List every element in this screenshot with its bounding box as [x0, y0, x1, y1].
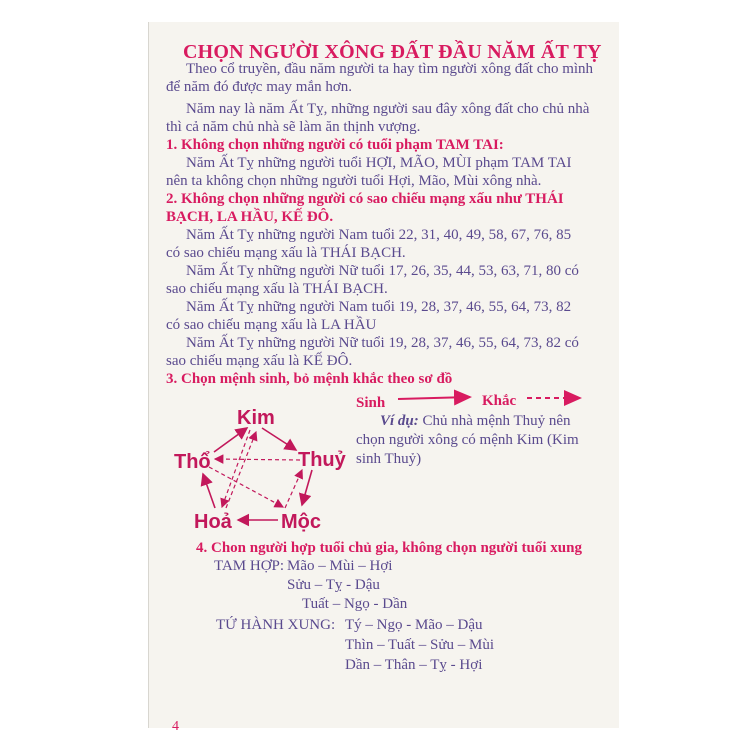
page-number: 4 — [172, 719, 179, 734]
tho-khac-thuy-arrow — [209, 467, 283, 507]
section2-a-line1: Năm Ất Tỵ những người Nam tuổi 22, 31, 40, 49, 58, 67, 76, 85 — [186, 227, 572, 243]
intro-p1-line2: để năm đó được may mắn hơn. — [166, 79, 353, 95]
tam-hop-label: TAM HỢP: — [214, 558, 285, 574]
thuy-label: Thuỷ — [298, 449, 346, 471]
tam-hop-row-1: Mão – Mùi – Hợi — [287, 558, 393, 574]
section2-c-line1: Năm Ất Tỵ những người Nam tuổi 19, 28, 37, 46, 55, 64, 73, 82 — [186, 299, 572, 315]
legend-sinh-label: Sinh — [356, 395, 386, 411]
thuy-khac-hoa-arrow — [215, 459, 300, 460]
tho-to-kim-arrow — [214, 428, 247, 452]
kim-to-thuy-arrow — [262, 428, 296, 450]
section2-d-line2: sao chiếu mạng xấu là KẾ ĐÔ. — [166, 353, 353, 369]
example-line2: chọn người xông có mệnh Kim (Kim — [356, 432, 579, 448]
section2-heading-line1: 2. Không chọn những người có sao chiếu mạng xấu như THÁI — [166, 191, 564, 207]
page-title: CHỌN NGƯỜI XÔNG ĐẤT ĐẦU NĂM ẤT TỴ — [183, 41, 602, 63]
kim-khac-moc-arrow — [222, 430, 250, 507]
section4-heading: 4. Chon người hợp tuổi chủ gia, không chọn người tuổi xung — [196, 540, 582, 556]
hoa-label: Hoả — [194, 511, 232, 533]
section2-b-line2: sao chiếu mạng xấu là THÁI BẠCH. — [166, 281, 388, 297]
section1-line1: Năm Ất Tỵ những người tuổi HỢI, MÃO, MÙI phạm TAM TAI — [186, 155, 572, 171]
legend-khac-label: Khắc — [482, 393, 517, 409]
tam-hop-row-3: Tuất – Ngọ - Dần — [302, 596, 408, 612]
moc-khac-tho-arrow — [285, 470, 302, 508]
hoa-to-tho-arrow — [203, 474, 215, 508]
section1-line2: nên ta không chọn những người tuổi Hợi, Mão, Mùi xông nhà. — [166, 173, 542, 189]
tu-hanh-row-3: Dần – Thân – Tỵ - Hợi — [345, 657, 483, 673]
example-label: Ví dụ: — [380, 413, 419, 429]
section1-heading: 1. Không chọn những người có tuổi phạm TAM TAI: — [166, 137, 504, 153]
section2-b-line1: Năm Ất Tỵ những người Nữ tuổi 17, 26, 35, 44, 53, 63, 71, 80 có — [186, 263, 579, 279]
intro-p2-line1: Năm nay là năm Ất Tỵ, những người sau đây xông đất cho chủ nhà — [186, 101, 590, 117]
section2-heading-line2: BẠCH, LA HẦU, KẾ ĐÔ. — [166, 209, 334, 225]
tho-label: Thổ — [174, 451, 211, 473]
hoa-khac-kim-arrow — [226, 432, 256, 508]
kim-label: Kim — [237, 407, 275, 429]
thuy-to-moc-arrow — [302, 470, 312, 505]
intro-p2-line2: thì cả năm chủ nhà sẽ làm ăn thịnh vượng. — [166, 119, 421, 135]
tu-hanh-row-2: Thìn – Tuất – Sửu – Mùi — [345, 637, 494, 653]
example-text-1: Chủ nhà mệnh Thuỷ nên — [418, 413, 571, 429]
section2-a-line2: có sao chiếu mạng xấu là THÁI BẠCH. — [166, 245, 406, 261]
tu-hanh-xung-label: TỨ HÀNH XUNG: — [216, 617, 336, 633]
intro-p1-line1: Theo cổ truyền, đầu năm người ta hay tìm người xông đất cho mình — [186, 61, 594, 77]
section2-d-line1: Năm Ất Tỵ những người Nữ tuổi 19, 28, 37, 46, 55, 64, 73, 82 có — [186, 335, 579, 351]
section3-heading: 3. Chọn mệnh sinh, bỏ mệnh khắc theo sơ đồ — [166, 371, 453, 387]
tu-hanh-row-1: Tý – Ngọ - Mão – Dậu — [345, 617, 483, 633]
moc-label: Mộc — [281, 511, 321, 533]
tam-hop-row-2: Sửu – Tỵ - Dậu — [287, 577, 380, 593]
example-line3: sinh Thuỷ) — [356, 451, 422, 467]
section2-c-line2: có sao chiếu mạng xấu là LA HẦU — [166, 317, 377, 333]
